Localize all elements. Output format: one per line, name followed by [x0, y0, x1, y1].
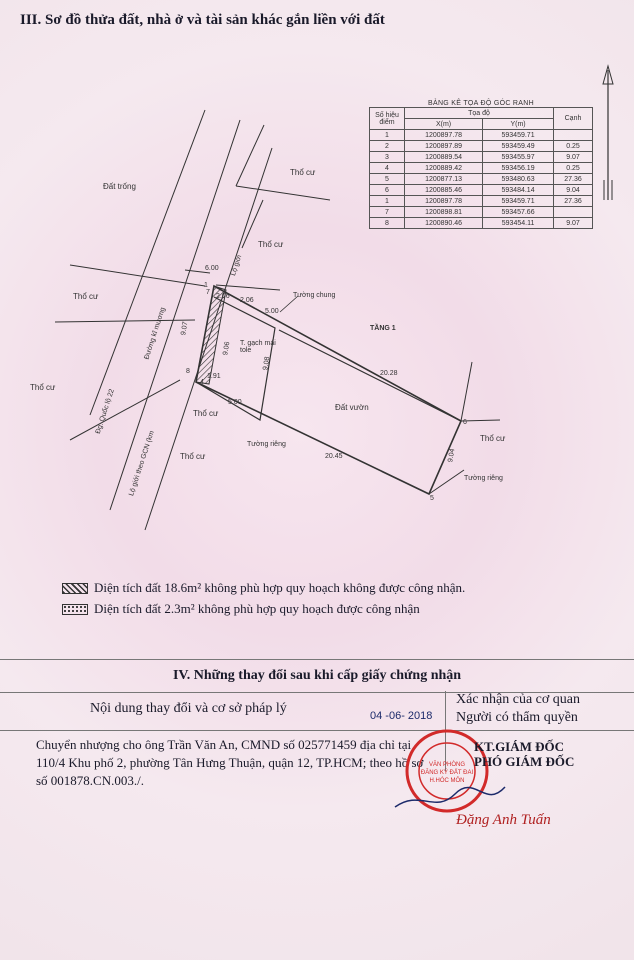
coord-row — [370, 174, 593, 185]
label-tuong-rieng-1: Tường riêng — [247, 441, 286, 448]
th-x: X(m) — [405, 119, 483, 130]
label-dat-trong: Đất trống — [103, 182, 136, 191]
lot-boundary — [196, 286, 461, 494]
col-confirm-header-2: Người có thẩm quyền — [456, 710, 578, 725]
coord-cell-x: 1200897.89 — [405, 141, 483, 152]
section4 — [0, 659, 634, 960]
legend-text: Diện tích đất 2.3m² không phù hợp quy hoạch được công nhận — [94, 601, 420, 616]
point-6: 6 — [463, 419, 467, 426]
coord-cell-x: 1200885.46 — [405, 185, 483, 196]
dim-label: 2.06 — [216, 293, 230, 300]
coord-cell-y: 593459.71 — [483, 130, 554, 141]
coord-row — [370, 152, 593, 163]
coord-row — [370, 185, 593, 196]
coord-cell-pt: 4 — [370, 163, 405, 174]
dim-label: 2.06 — [240, 297, 254, 304]
coord-cell-pt: 3 — [370, 152, 405, 163]
coord-cell-pt: 1 — [370, 130, 405, 141]
section4-title: IV. Những thay đổi sau khi cấp giấy chứng nhận — [0, 659, 634, 693]
label-tuong-chung: Tường chung — [293, 292, 336, 299]
label-house: T. gạch mái tole — [240, 340, 276, 354]
label-lo-gioi: Lộ giới theo GCN (km — [128, 430, 156, 497]
coord-row — [370, 141, 593, 152]
coord-cell-x: 1200890.46 — [405, 218, 483, 229]
coord-table-grid — [369, 107, 593, 229]
point-5: 5 — [430, 495, 434, 502]
coord-table — [369, 100, 593, 229]
coord-row — [370, 163, 593, 174]
coord-cell-edge: 9.07 — [554, 218, 593, 229]
signer-name: Đặng Anh Tuấn — [456, 812, 551, 828]
coord-cell-y: 593459.71 — [483, 196, 554, 207]
th-point: Số hiệu điểm — [370, 108, 405, 130]
label-duong-kt: Đường kĩ mương — [143, 306, 167, 361]
coord-cell-x: 1200889.54 — [405, 152, 483, 163]
coord-cell-y: 593457.66 — [483, 207, 554, 218]
coord-cell-x: 1200877.13 — [405, 174, 483, 185]
dim-label: 9.08 — [262, 356, 272, 371]
coord-cell-x: 1200889.42 — [405, 163, 483, 174]
dim-label: 9.06 — [222, 341, 232, 356]
coord-cell-x: 1200897.78 — [405, 196, 483, 207]
dim-label: 9.07 — [180, 321, 190, 336]
label-tho-cu-5: Thổ cư — [193, 409, 219, 418]
dots-swatch-icon — [62, 604, 88, 615]
hatched-area — [196, 286, 226, 384]
svg-text:H.HÓC MÔN: H.HÓC MÔN — [429, 778, 465, 784]
label-tho-cu-1: Thổ cư — [290, 168, 316, 177]
coord-cell-y: 593480.63 — [483, 174, 554, 185]
dim-label: 5.00 — [228, 399, 242, 406]
label-tho-cu-2: Thổ cư — [258, 240, 284, 249]
label-tho-cu-3: Thổ cư — [73, 292, 99, 301]
point-8: 8 — [186, 368, 190, 375]
label-dat-vuon: Đất vườn — [335, 403, 369, 412]
boundary-top — [236, 125, 264, 186]
label-tho-cu-6: Thổ cư — [180, 452, 206, 461]
dim-label: 5.00 — [265, 308, 279, 315]
coord-cell-pt: 5 — [370, 174, 405, 185]
col-confirm-header: Xác nhận của cơ quan — [456, 692, 581, 707]
section3-title: III. Sơ đồ thửa đất, nhà ở và tài sản khác gắn liền với đất — [20, 12, 385, 28]
pho-giam-doc: PHÓ GIÁM ĐỐC — [474, 754, 575, 769]
kt-giam-doc: KT.GIÁM ĐỐC — [474, 739, 565, 754]
label-tho-cu-7: Thổ cư — [480, 434, 506, 443]
th-y: Y(m) — [483, 119, 554, 130]
coord-cell-pt: 2 — [370, 141, 405, 152]
coord-cell-y: 593484.14 — [483, 185, 554, 196]
coord-cell-x: 1200897.78 — [405, 130, 483, 141]
coord-row — [370, 207, 593, 218]
coord-cell-edge: 27.36 — [554, 174, 593, 185]
coord-cell-pt: 6 — [370, 185, 405, 196]
label-duong-ql: Đg. Quốc lộ 22 — [94, 388, 116, 435]
coord-cell-y: 593456.19 — [483, 163, 554, 174]
coord-cell-edge — [554, 130, 593, 141]
legend-text: Diện tích đất 18.6m² không phù hợp quy hoạch không được công nhận. — [94, 580, 466, 595]
coord-cell-edge: 9.07 — [554, 152, 593, 163]
label-tang1: TẦNG 1 — [370, 325, 396, 332]
label-lo-gioi-2: Lộ giới — [230, 254, 244, 277]
dim-label: 6.00 — [205, 265, 219, 272]
dim-label: 1.91 — [207, 373, 221, 380]
coord-row — [370, 218, 593, 229]
point-4: 4 — [200, 379, 204, 386]
th-edge: Cạnh — [554, 108, 593, 130]
north-arrow-icon — [603, 66, 613, 200]
dim-label: 9.04 — [447, 448, 457, 463]
label-tho-cu-4: Thổ cư — [30, 383, 56, 392]
dim-label: 20.28 — [380, 370, 398, 377]
coord-row — [370, 196, 593, 207]
coord-cell-edge: 27.36 — [554, 196, 593, 207]
coord-cell-pt: 7 — [370, 207, 405, 218]
coord-cell-y: 593459.49 — [483, 141, 554, 152]
coord-cell-edge: 0.25 — [554, 141, 593, 152]
point-7: 7 — [206, 289, 210, 296]
boundary-top2 — [236, 186, 330, 200]
coord-table-caption: BẢNG KÊ TỌA ĐỘ GÓC RANH — [428, 100, 534, 107]
svg-text:ĐĂNG KÝ ĐẤT ĐAI: ĐĂNG KÝ ĐẤT ĐAI — [420, 770, 474, 776]
col-content-header: Nội dung thay đổi và cơ sở pháp lý — [90, 701, 287, 716]
point-1: 1 — [204, 282, 208, 289]
legend-item-hatch — [62, 580, 465, 596]
legend-item-dots — [62, 601, 420, 617]
coord-cell-edge: 0.25 — [554, 163, 593, 174]
label-tuong-rieng-2: Tường riêng — [464, 475, 503, 482]
coord-cell-x: 1200898.81 — [405, 207, 483, 218]
coord-cell-y: 593455.97 — [483, 152, 554, 163]
change-content: Chuyển nhượng cho ông Trần Văn An, CMND số 025771459 địa chỉ tại 110/4 Khu phố 2, phường Tân Hưng Thuận, quận 12, TP.HCM; theo hồ sơ số 001878.CN.003./. — [36, 737, 424, 788]
date-stamp: 04 -06- 2018 — [370, 710, 433, 722]
hatch-swatch-icon — [62, 583, 88, 594]
coord-cell-pt: 1 — [370, 196, 405, 207]
dim-label: 20.45 — [325, 453, 343, 460]
th-coord: Tọa độ — [405, 108, 554, 119]
coord-cell-edge: 9.04 — [554, 185, 593, 196]
svg-text:VĂN PHÒNG: VĂN PHÒNG — [428, 762, 466, 768]
coord-row — [370, 130, 593, 141]
coord-cell-y: 593454.11 — [483, 218, 554, 229]
row-divider — [0, 730, 634, 731]
coord-cell-edge — [554, 207, 593, 218]
coord-cell-pt: 8 — [370, 218, 405, 229]
